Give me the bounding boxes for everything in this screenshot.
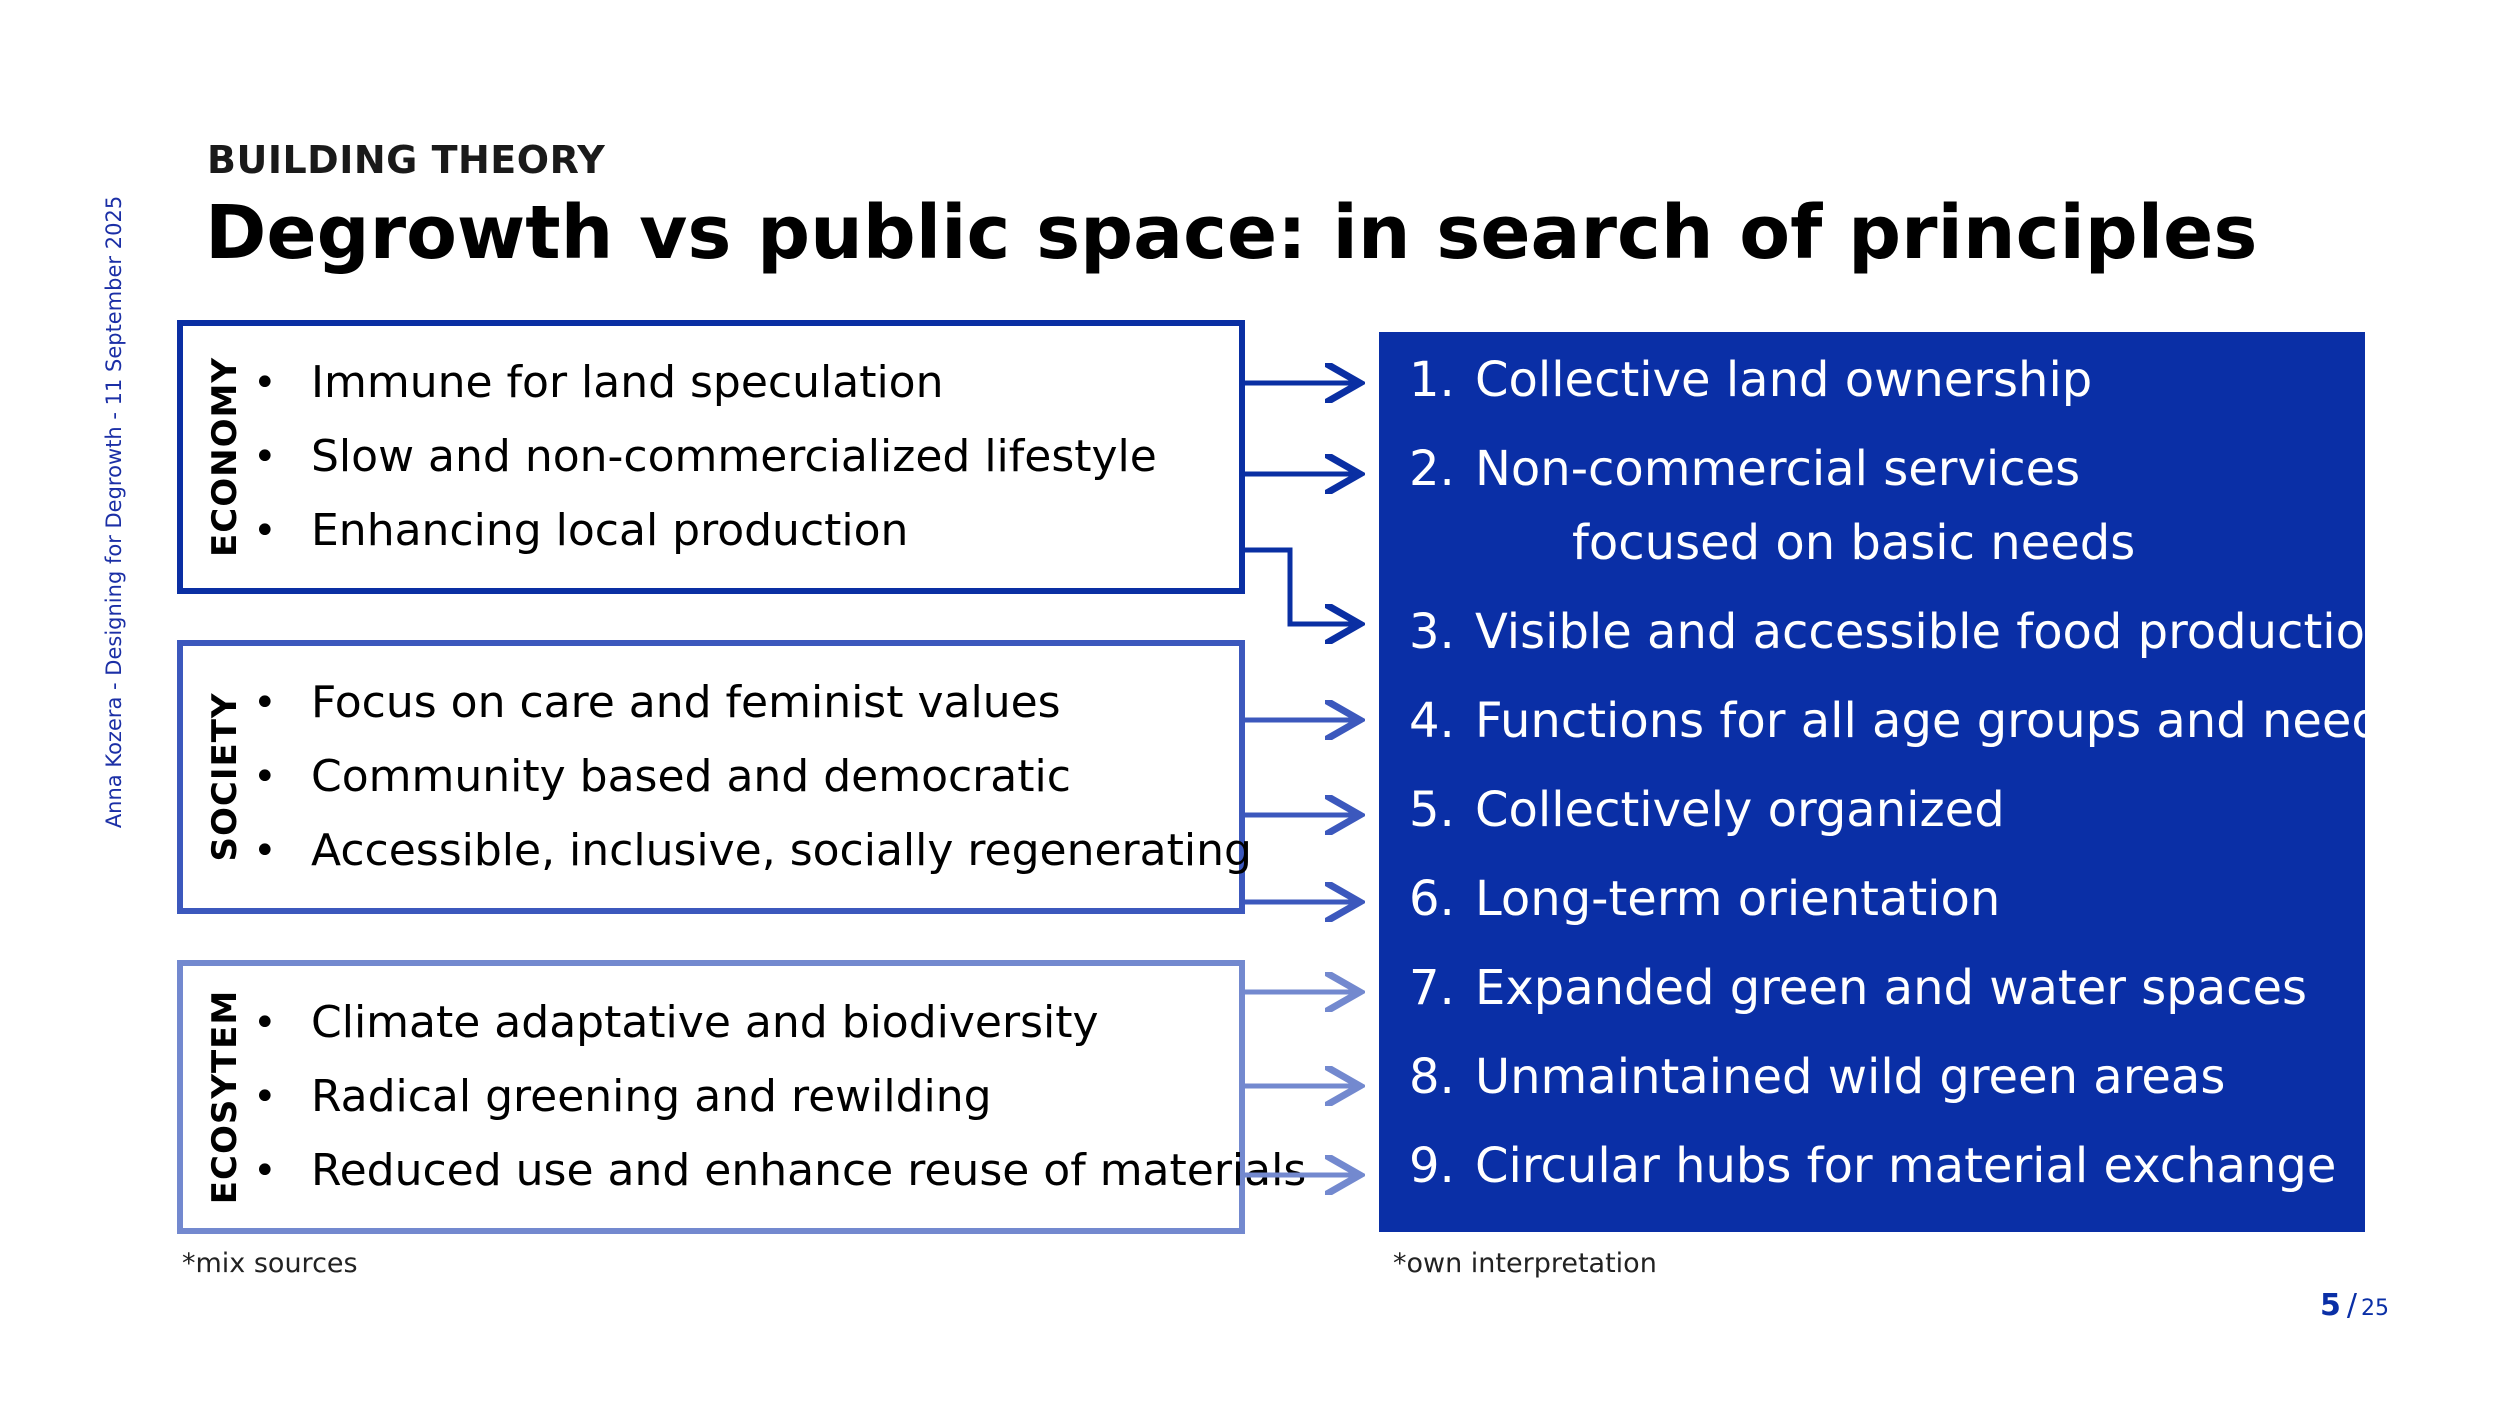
bullet-icon: •	[253, 434, 277, 480]
principle-8: 8. Unmaintained wild green areas	[1409, 1049, 2226, 1105]
list-item: • Radical greening and rewilding	[253, 1060, 1306, 1134]
economy-label: ECONOMY	[205, 357, 245, 557]
page-current: 5	[2320, 1288, 2341, 1323]
principle-1: 1. Collective land ownership	[1409, 352, 2093, 408]
bullet-icon: •	[253, 680, 277, 726]
principle-5: 5. Collectively organized	[1409, 782, 2005, 838]
principle-3: 3. Visible and accessible food production	[1409, 604, 2396, 660]
list-item: • Community based and democratic	[253, 740, 1252, 814]
list-item: • Slow and non-commercialized lifestyle	[253, 420, 1157, 494]
bullet-icon: •	[253, 360, 277, 406]
principle-2: 2. Non-commercial services	[1409, 441, 2081, 497]
list-item: • Enhancing local production	[253, 494, 1157, 568]
list-item: • Accessible, inclusive, socially regenerating	[253, 814, 1252, 888]
section-kicker: BUILDING THEORY	[207, 138, 606, 182]
bullet-icon: •	[253, 1074, 277, 1120]
author-date-note: Anna Kozera - Designing for Degrowth - 11 September 2025	[102, 195, 126, 829]
slide-title: Degrowth vs public space: in search of principles	[205, 190, 2258, 276]
bullet-icon: •	[253, 508, 277, 554]
bullet-icon: •	[253, 1000, 277, 1046]
page-separator: /	[2346, 1288, 2357, 1323]
page-total: 25	[2360, 1296, 2389, 1321]
bullet-icon: •	[253, 754, 277, 800]
bullet-icon: •	[253, 828, 277, 874]
list-item: • Immune for land speculation	[253, 346, 1157, 420]
principle-9: 9. Circular hubs for material exchange	[1409, 1138, 2337, 1194]
footnote-mix-sources: *mix sources	[182, 1248, 358, 1279]
ecosystem-label: ECOSYTEM	[205, 989, 245, 1205]
principle-7: 7. Expanded green and water spaces	[1409, 960, 2308, 1016]
footnote-own-interpretation: *own interpretation	[1393, 1248, 1657, 1279]
principle-6: 6. Long-term orientation	[1409, 871, 2001, 927]
list-item: • Reduced use and enhance reuse of materials	[253, 1134, 1306, 1208]
list-item: • Climate adaptative and biodiversity	[253, 986, 1306, 1060]
bullet-icon: •	[253, 1148, 277, 1194]
arrow-economy-3	[1245, 550, 1355, 624]
society-label: SOCIETY	[205, 692, 245, 862]
principle-4: 4. Functions for all age groups and needs	[1409, 693, 2407, 749]
list-item: • Focus on care and feminist values	[253, 666, 1252, 740]
principle-2-continuation: focused on basic needs	[1572, 515, 2136, 571]
page-number	[2320, 1288, 2389, 1323]
